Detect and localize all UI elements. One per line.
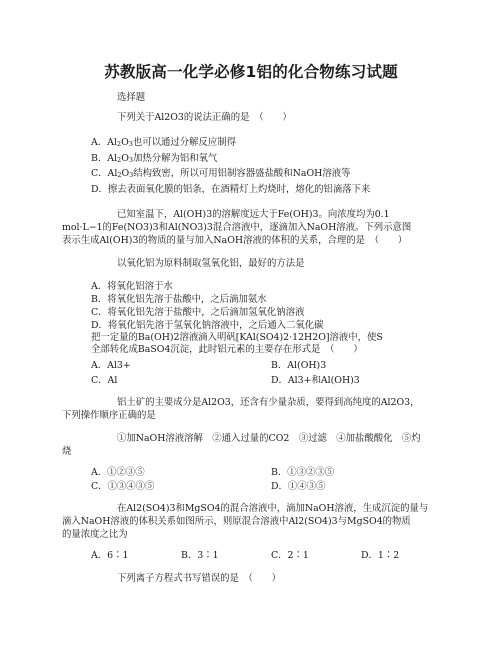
- q7-stem: 下列离子方程式书写错误的是 （ ）: [117, 573, 282, 584]
- q6-line: 的量浓度之比为: [62, 529, 128, 540]
- section-heading: 选择题: [117, 92, 146, 103]
- document-title: 苏教版高一化学必修1铝的化合物练习试题: [104, 63, 398, 81]
- q2-line: 表示生成Al(OH)3的物质的量与加入NaOH溶液的体积的关系，合理的是 （ ）: [62, 235, 408, 246]
- q6-line: 滴入NaOH溶液的体积关系如图所示，则原混合溶液中Al2(SO4)3与MgSO4的物质: [62, 516, 411, 527]
- q3-option-a: A．将氧化铝溶于水: [91, 281, 173, 292]
- q2-line: mol·L−1的Fe(NO3)3和Al(NO3)3混合溶液中，逐滴加入NaOH溶液。下列示意图: [62, 222, 412, 233]
- q1-option-c: C．Al2O3结构致密，所以可用铝制容器盛盐酸和NaOH溶液等: [91, 168, 351, 179]
- q3-option-b: B．将氧化铝先溶于盐酸中，之后滴加氨水: [91, 294, 267, 305]
- q6-option-b: B．3∶1: [181, 550, 219, 561]
- q1-stem: 下列关于Al2O3的说法正确的是 （ ）: [117, 112, 292, 123]
- q3-option-d: D．将氧化铝先溶于氢氧化钠溶液中，之后通入二氧化碳: [91, 320, 324, 331]
- q6-option-c: C．2∶1: [271, 550, 309, 561]
- q5-option-d: D．①④③⑤: [271, 481, 326, 492]
- q3-stem: 以氧化铝为原料制取氢氧化铝，最好的方法是: [117, 258, 305, 269]
- q5-line: 铝土矿的主要成分是Al2O3，还含有少量杂质，要得到高纯度的Al2O3，: [117, 397, 420, 408]
- q4-line: 把一定量的Ba(OH)2溶液滴入明矾[KAl(SO4)2·12H2O]溶液中，使S: [91, 332, 383, 343]
- q5-option-b: B．①③②③⑤: [271, 467, 335, 478]
- q4-option-a: A．Al3+: [91, 360, 131, 371]
- q1-option-b: B．Al2O3加热分解为铝和氧气: [91, 153, 218, 164]
- q2-line: 已知室温下，Al(OH)3的溶解度远大于Fe(OH)3。向浓度均为0.1: [117, 209, 390, 220]
- q5-line: 下列操作顺序正确的是: [62, 410, 156, 421]
- q3-option-c: C．将氧化铝先溶于盐酸中，之后滴加氢氧化钠溶液: [91, 307, 305, 318]
- q4-option-d: D．Al3+和Al(OH)3: [271, 375, 360, 386]
- q1-option-a: A．Al2O3也可以通过分解反应制得: [91, 137, 237, 148]
- q6-option-d: D．1∶2: [361, 550, 400, 561]
- q5-steps: ①加NaOH溶液溶解 ②通入过量的CO2 ③过滤 ④加盐酸酸化 ⑤灼: [117, 433, 421, 444]
- q6-line: 在Al2(SO4)3和MgSO4的混合溶液中，滴加NaOH溶液，生成沉淀的量与: [117, 503, 429, 514]
- q5-option-c: C．①③④③⑤: [91, 481, 155, 492]
- q4-line: 全部转化成BaSO4沉淀，此时铝元素的主要存在形式是 （ ）: [91, 344, 363, 355]
- q6-option-a: A．6∶1: [91, 550, 129, 561]
- q5-option-a: A．①②③⑤: [91, 467, 145, 478]
- q5-steps: 烧: [62, 446, 72, 457]
- q4-option-c: C．Al: [91, 375, 118, 386]
- q1-option-d: D．擦去表面氧化膜的铝条，在酒精灯上灼烧时，熔化的铝滴落下来: [91, 184, 371, 195]
- q4-option-b: B．Al(OH)3: [271, 360, 327, 371]
